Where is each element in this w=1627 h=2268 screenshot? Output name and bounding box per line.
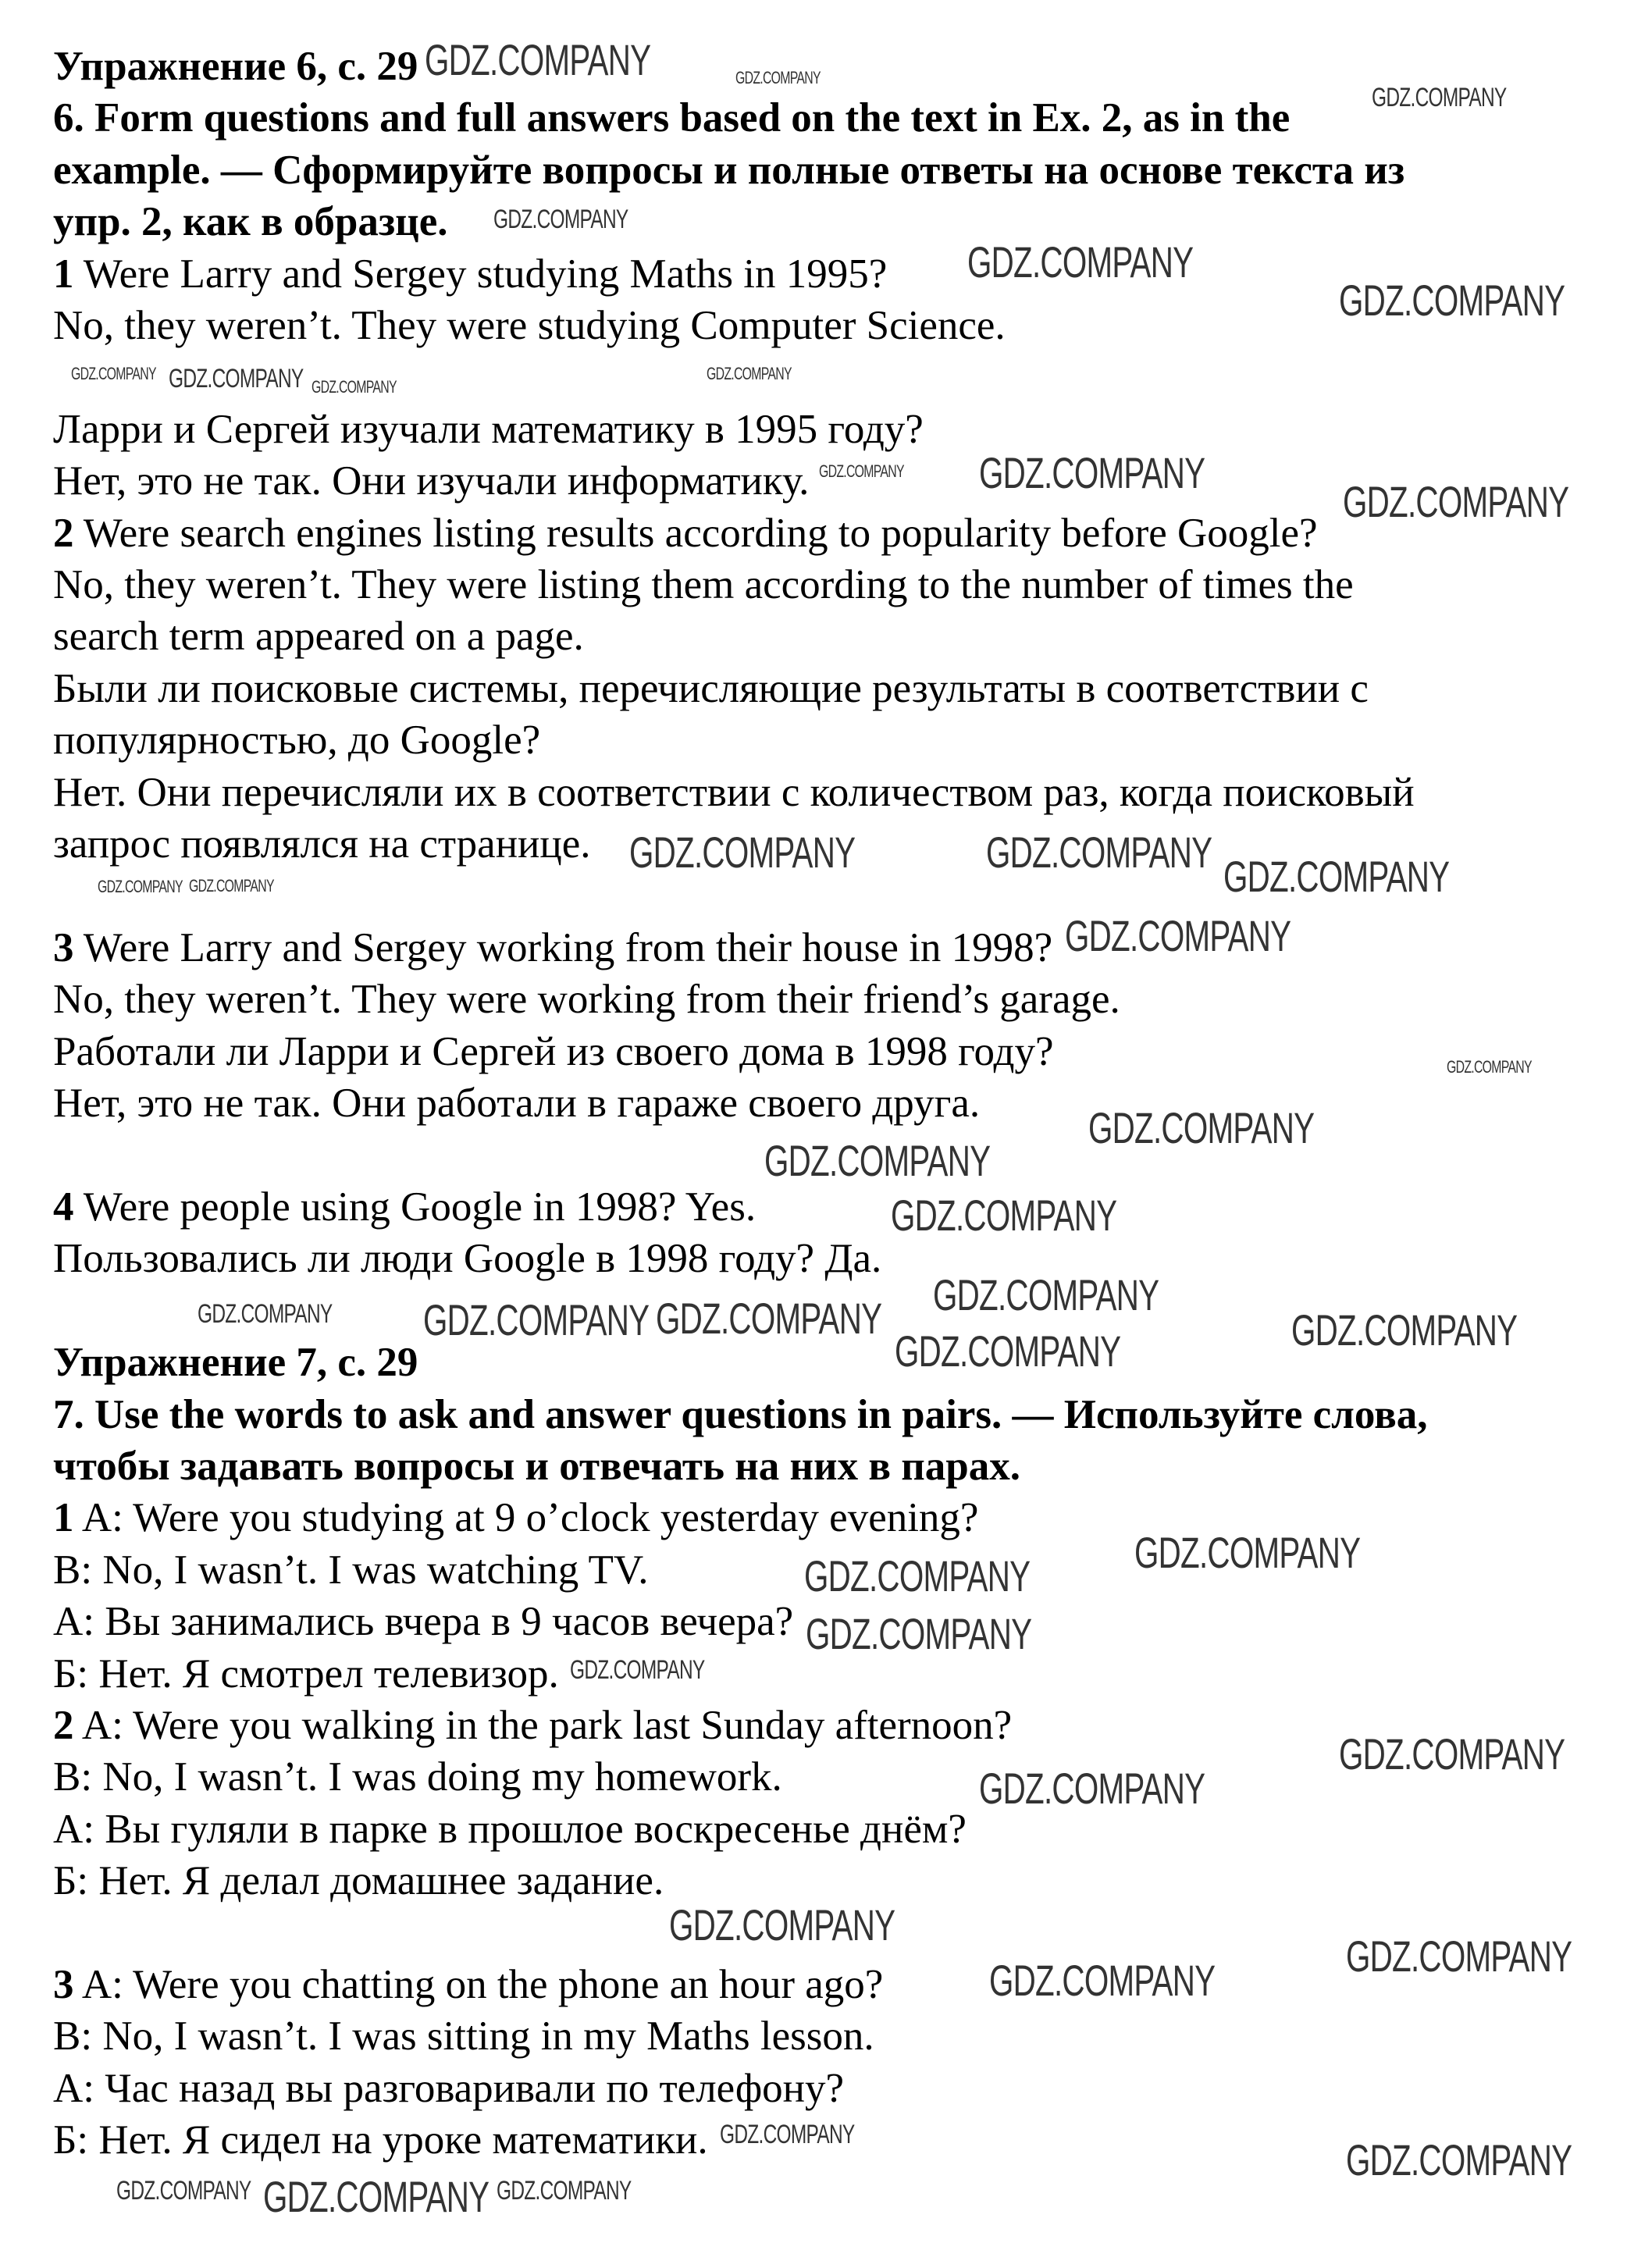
text-line [53, 2114, 708, 2166]
line-text: Were Larry and Sergey studying Maths in 1995? [73, 251, 888, 297]
text-line [53, 1855, 664, 1907]
line-text: А: Час назад вы разговаривали по телефону? [53, 2065, 845, 2111]
watermark: GDZ.COMPANY [71, 364, 156, 383]
watermark: GDZ.COMPANY [312, 377, 397, 397]
line-text: Нет. Они перечисляли их в соответствии с количеством раз, когда поисковый [53, 769, 1415, 815]
text-line [53, 559, 1354, 611]
document-body [53, 41, 1599, 2167]
text-line [53, 2063, 844, 2114]
watermark: GDZ.COMPANY [979, 448, 1205, 497]
text-line [53, 455, 809, 507]
watermark: GDZ.COMPANY [979, 1764, 1205, 1813]
line-text: Б: Нет. Я делал домашнее задание. [53, 1858, 664, 1904]
watermark: GDZ.COMPANY [895, 1326, 1121, 1376]
line-text: А: Вы занимались вчера в 9 часов вечера? [53, 1599, 794, 1645]
line-text: A: Were you chatting on the phone an hour ago? [73, 1961, 884, 2007]
text-line [53, 248, 887, 300]
line-text: B: No, I wasn’t. I was watching TV. [53, 1547, 649, 1593]
watermark: GDZ.COMPANY [425, 35, 651, 84]
line-text: Б: Нет. Я смотрел телевизор. [53, 1650, 559, 1697]
text-line [53, 1803, 967, 1855]
text-line [53, 2010, 874, 2062]
watermark: GDZ.COMPANY [497, 2176, 632, 2206]
line-text: A: Were you walking in the park last Sunday afternoon? [73, 1702, 1013, 1748]
line-text: search term appeared on a page. [53, 614, 584, 660]
watermark: GDZ.COMPANY [986, 828, 1212, 877]
watermark: GDZ.COMPANY [967, 237, 1194, 287]
line-text: популярностью, до Google? [53, 717, 541, 764]
watermark: GDZ.COMPANY [1343, 477, 1569, 526]
watermark: GDZ.COMPANY [1346, 1932, 1572, 1981]
line-text: B: No, I wasn’t. I was sitting in my Maths lesson. [53, 2013, 874, 2060]
item-number: 1 [53, 1495, 74, 1541]
watermark: GDZ.COMPANY [933, 1270, 1159, 1319]
line-text: No, they weren’t. They were working from their friend’s garage. [53, 977, 1120, 1023]
watermark: GDZ.COMPANY [423, 1295, 650, 1344]
line-text: Б: Нет. Я сидел на уроке математики. [53, 2117, 708, 2163]
line-text: Были ли поисковые системы, перечисляющие результаты в соответствии с [53, 665, 1369, 711]
line-text: A: Were you studying at 9 o’clock yesterday evening? [73, 1495, 979, 1541]
text-line [53, 974, 1120, 1025]
text-line [53, 818, 591, 870]
text-line [53, 1700, 1012, 1751]
exercise-instruction: 6. Form questions and full answers based on the text in Ex. 2, as in the [53, 95, 1291, 141]
item-number: 1 [53, 251, 74, 297]
watermark: GDZ.COMPANY [169, 364, 304, 393]
exercise-instruction: 7. Use the words to ask and answer questions in pairs. — Используйте слова, [53, 1391, 1428, 1437]
watermark: GDZ.COMPANY [720, 2120, 855, 2149]
watermark: GDZ.COMPANY [764, 1136, 991, 1185]
item-number: 4 [53, 1184, 74, 1230]
watermark: GDZ.COMPANY [1291, 1305, 1518, 1355]
watermark: GDZ.COMPANY [1223, 852, 1450, 901]
watermark: GDZ.COMPANY [1346, 2135, 1572, 2184]
text-line [53, 1959, 883, 2010]
exercise-heading: Упражнение 7, с. 29 [53, 1340, 418, 1386]
watermark: GDZ.COMPANY [891, 1191, 1117, 1240]
watermark: GDZ.COMPANY [1447, 1057, 1532, 1077]
text-line [53, 1077, 980, 1129]
watermark: GDZ.COMPANY [1372, 83, 1507, 112]
watermark: GDZ.COMPANY [806, 1609, 1032, 1658]
text-line [53, 767, 1415, 818]
text-line [53, 507, 1318, 559]
item-number: 3 [53, 924, 74, 970]
watermark: GDZ.COMPANY [1088, 1103, 1315, 1152]
line-text: Пользовались ли люди Google в 1998 году? Да. [53, 1236, 882, 1282]
watermark: GDZ.COMPANY [1339, 1729, 1565, 1778]
line-text: Нет, это не так. Они изучали информатику. [53, 458, 810, 504]
text-line [53, 663, 1369, 714]
watermark: GDZ.COMPANY [656, 1294, 882, 1343]
watermark: GDZ.COMPANY [707, 364, 792, 383]
watermark: GDZ.COMPANY [819, 461, 904, 481]
item-number: 2 [53, 510, 74, 556]
text-line [53, 1492, 978, 1543]
watermark: GDZ.COMPANY [198, 1299, 333, 1329]
watermark: GDZ.COMPANY [804, 1551, 1031, 1600]
watermark: GDZ.COMPANY [570, 1655, 705, 1685]
exercise-instruction: чтобы задавать вопросы и отвечать на них в парах. [53, 1443, 1020, 1489]
line-text: Нет, это не так. Они работали в гараже своего друга. [53, 1081, 981, 1127]
text-line [53, 1544, 649, 1596]
line-text: No, they weren’t. They were studying Computer Science. [53, 303, 1006, 349]
line-text: Were Larry and Sergey working from their house in 1998? [73, 924, 1053, 970]
line-text: Работали ли Ларри и Сергей из своего дома в 1998 году? [53, 1028, 1054, 1074]
exercise-instruction: example. — Сформируйте вопросы и полные ответы на основе текста из [53, 147, 1405, 193]
text-line [53, 1181, 756, 1233]
text-line [53, 1596, 793, 1647]
exercise-heading: Упражнение 6, с. 29 [53, 44, 418, 89]
watermark: GDZ.COMPANY [1065, 911, 1291, 960]
line-text: А: Вы гуляли в парке в прошлое воскресенье днём? [53, 1806, 967, 1852]
watermark: GDZ.COMPANY [116, 2176, 251, 2206]
text-line [53, 1648, 559, 1700]
line-text: Were search engines listing results according to popularity before Google? [73, 510, 1318, 556]
watermark: GDZ.COMPANY [989, 1956, 1216, 2005]
watermark: GDZ.COMPANY [263, 2172, 490, 2221]
line-text: Were people using Google in 1998? Yes. [73, 1184, 757, 1230]
text-line [53, 922, 1052, 974]
text-line [53, 714, 540, 766]
watermark: GDZ.COMPANY [98, 877, 183, 896]
watermark: GDZ.COMPANY [1339, 276, 1565, 325]
text-line [53, 611, 584, 662]
text-line [53, 300, 1006, 351]
item-number: 3 [53, 1961, 74, 2007]
item-number: 2 [53, 1702, 74, 1748]
text-line [53, 404, 924, 455]
watermark: GDZ.COMPANY [735, 68, 821, 87]
line-text: запрос появлялся на странице. [53, 821, 591, 867]
line-text: No, they weren’t. They were listing them according to the number of times the [53, 562, 1354, 608]
text-line [53, 1751, 782, 1803]
watermark: GDZ.COMPANY [629, 828, 856, 877]
watermark: GDZ.COMPANY [189, 876, 274, 895]
watermark: GDZ.COMPANY [1134, 1528, 1361, 1577]
exercise-instruction: упр. 2, как в образце. [53, 199, 448, 245]
watermark: GDZ.COMPANY [493, 205, 628, 234]
line-text: Ларри и Сергей изучали математику в 1995 году? [53, 406, 924, 452]
text-line [53, 1233, 881, 1284]
text-line [53, 1026, 1053, 1077]
watermark: GDZ.COMPANY [669, 1900, 895, 1949]
line-text: B: No, I wasn’t. I was doing my homework. [53, 1754, 782, 1800]
